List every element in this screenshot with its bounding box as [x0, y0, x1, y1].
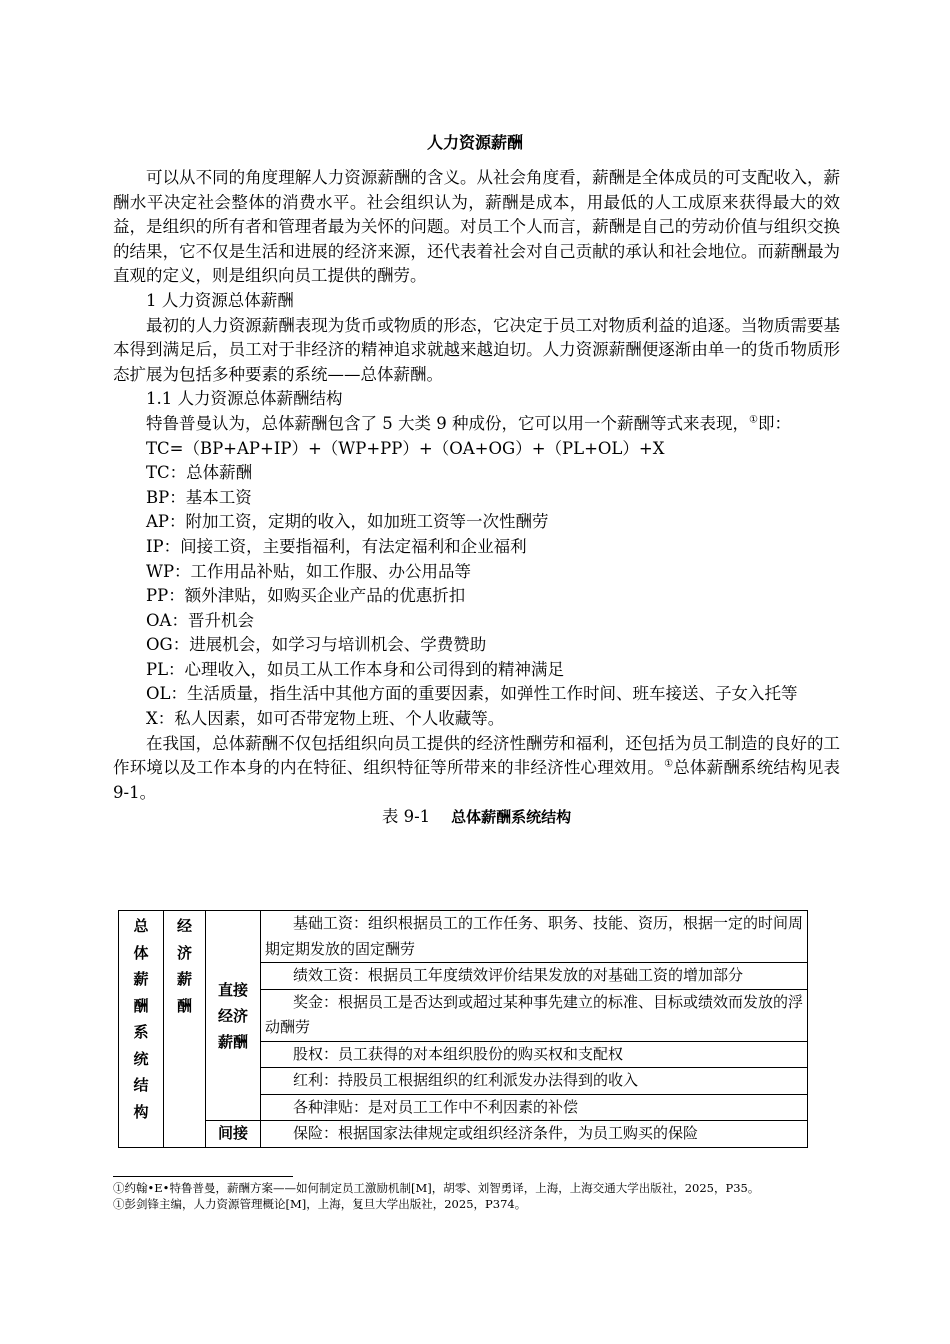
vertical-char: 系: [133, 1023, 149, 1041]
vertical-char: 体: [133, 943, 149, 962]
footnote: ①彭剑锋主编，人力资源管理概论[M]，上海，复旦大学出版社，2025，P374。: [113, 1197, 527, 1211]
formula: TC=（BP+AP+IP）+（WP+PP）+（OA+OG）+（PL+OL）+X: [146, 438, 665, 458]
table-row: [119, 1121, 808, 1148]
definition-item: IP：间接工资，主要指福利，有法定福利和企业福利: [146, 536, 527, 556]
paragraph-3-text: 在我国，总体薪酬不仅包括组织向员工提供的经济性酬劳和福利，还包括为员工制造的良好的工作环境以及工作本身的内在特征、组织特征等所带来的非经济性心理效用。: [113, 733, 840, 778]
table-cell-item: 各种津贴：是对员工工作中不利因素的补偿: [261, 1094, 808, 1121]
vertical-char: 济: [176, 943, 192, 962]
group-label-line: 薪酬: [217, 1032, 248, 1051]
intro-paragraph: 可以从不同的角度理解人力资源薪酬的含义。从社会角度看，薪酬是全体成员的可支配收入，薪酬水平决定社会整体的消费水平。社会组织认为，薪酬是成本，用最低的人工成原来获得最大的效益，是组织的所有者和管理者最为关怀的问题。对员工个人而言，薪酬是自己的劳动价值与组织交换的结果，它不仅是生活和进展的经济来源，还代表着社会对自己贡献的承认和社会地位。而薪酬最为直观的定义，则是组织向员工提供的酬劳。: [113, 168, 840, 286]
definition-item: TC：总体薪酬: [146, 463, 253, 483]
page-title: 人力资源薪酬: [426, 133, 523, 152]
table-cell-total-compensation: [119, 911, 164, 1148]
definition-item: PP：额外津贴，如购买企业产品的优惠折扣: [146, 586, 466, 606]
definition-item: OL：生活质量，指生活中其他方面的重要因素，如弹性工作时间、班车接送、子女入托等: [146, 684, 798, 704]
body-text: [113, 166, 840, 830]
table-caption-number: 表 9-1: [381, 807, 431, 827]
table-cell-item: 红利：持股员工根据组织的红利派发办法得到的收入: [261, 1068, 808, 1095]
vertical-char: 构: [133, 1102, 149, 1121]
table-cell-direct-economic: [206, 911, 261, 1121]
footnote-ref: ①: [664, 758, 674, 770]
vertical-char: 酬: [176, 996, 192, 1015]
vertical-char: 总: [133, 917, 149, 935]
definition-item: WP：工作用品补贴，如工作服、办公用品等: [146, 561, 472, 581]
footnote-ref: ①: [748, 414, 758, 426]
paragraph-1: 最初的人力资源薪酬表现为货币或物质的形态，它决定于员工对物质利益的追逐。当物质需要基本得到满足后，员工对于非经济的精神追求就越来越迫切。人力资源薪酬便逐渐由单一的货币物质形态扩展为包括多种要素的系统——总体薪酬。: [113, 315, 840, 384]
paragraph-3: [113, 732, 840, 806]
table-cell-item: 奖金：根据员工是否达到或超过某种事先建立的标准、目标或绩效而发放的浮动酬劳: [261, 989, 808, 1041]
paragraph-2-text: 特鲁普曼认为，总体薪酬包含了 5 大类 9 种成份，它可以用一个薪酬等式来表现，: [146, 413, 749, 433]
table-caption: [113, 805, 840, 830]
table-cell-indirect: 间接: [206, 1121, 261, 1148]
vertical-char: 结: [133, 1076, 149, 1094]
section-heading-1-1: 1.1 人力资源总体薪酬结构: [146, 389, 343, 409]
definition-item: OA：晋升机会: [146, 610, 254, 630]
table-caption-title: 总体薪酬系统结构: [451, 808, 572, 827]
definition-item: BP：基本工资: [146, 487, 252, 507]
definition-item: PL：心理收入，如员工从工作本身和公司得到的精神满足: [146, 659, 565, 679]
vertical-char: 酬: [133, 996, 149, 1015]
paragraph-2-tail: 即：: [757, 413, 791, 433]
group-label-line: 直接: [217, 980, 248, 999]
definition-item: X：私人因素，如可否带宠物上班、个人收藏等。: [146, 709, 505, 729]
vertical-char: 经: [176, 917, 192, 935]
footnotes: [113, 1180, 823, 1212]
table-row: [119, 911, 808, 963]
compensation-structure-table: [118, 910, 808, 1148]
table-cell-item: 股权：员工获得的对本组织股份的购买权和支配权: [261, 1041, 808, 1068]
section-heading-1: 1 人力资源总体薪酬: [146, 290, 294, 310]
vertical-char: 统: [133, 1049, 149, 1068]
table-cell-item: 保险：根据国家法律规定或组织经济条件，为员工购买的保险: [261, 1121, 808, 1148]
vertical-char: 薪: [176, 970, 192, 988]
footnote: ①约翰•E•特鲁普曼，薪酬方案——如何制定员工激励机制[M]，胡零、刘智勇译，上海，上海交通大学出版社，2025，P35。: [113, 1181, 760, 1195]
table-cell-item: 基础工资：组织根据员工的工作任务、职务、技能、资历，根据一定的时间周期定期发放的固定酬劳: [261, 911, 808, 963]
table-cell-economic-compensation: [164, 911, 206, 1148]
group-label-line: 经济: [217, 1006, 248, 1025]
definition-item: OG：进展机会，如学习与培训机会、学费赞助: [146, 635, 487, 655]
footnote-divider: [113, 1176, 293, 1177]
vertical-char: 薪: [133, 970, 149, 988]
paragraph-2: [113, 412, 840, 437]
definition-item: AP：附加工资，定期的收入，如加班工资等一次性酬劳: [146, 512, 549, 532]
paragraph-3-tail: 总体薪酬系统结构见表 9-1。: [113, 758, 841, 802]
table-cell-item: 绩效工资：根据员工年度绩效评价结果发放的对基础工资的增加部分: [261, 963, 808, 990]
